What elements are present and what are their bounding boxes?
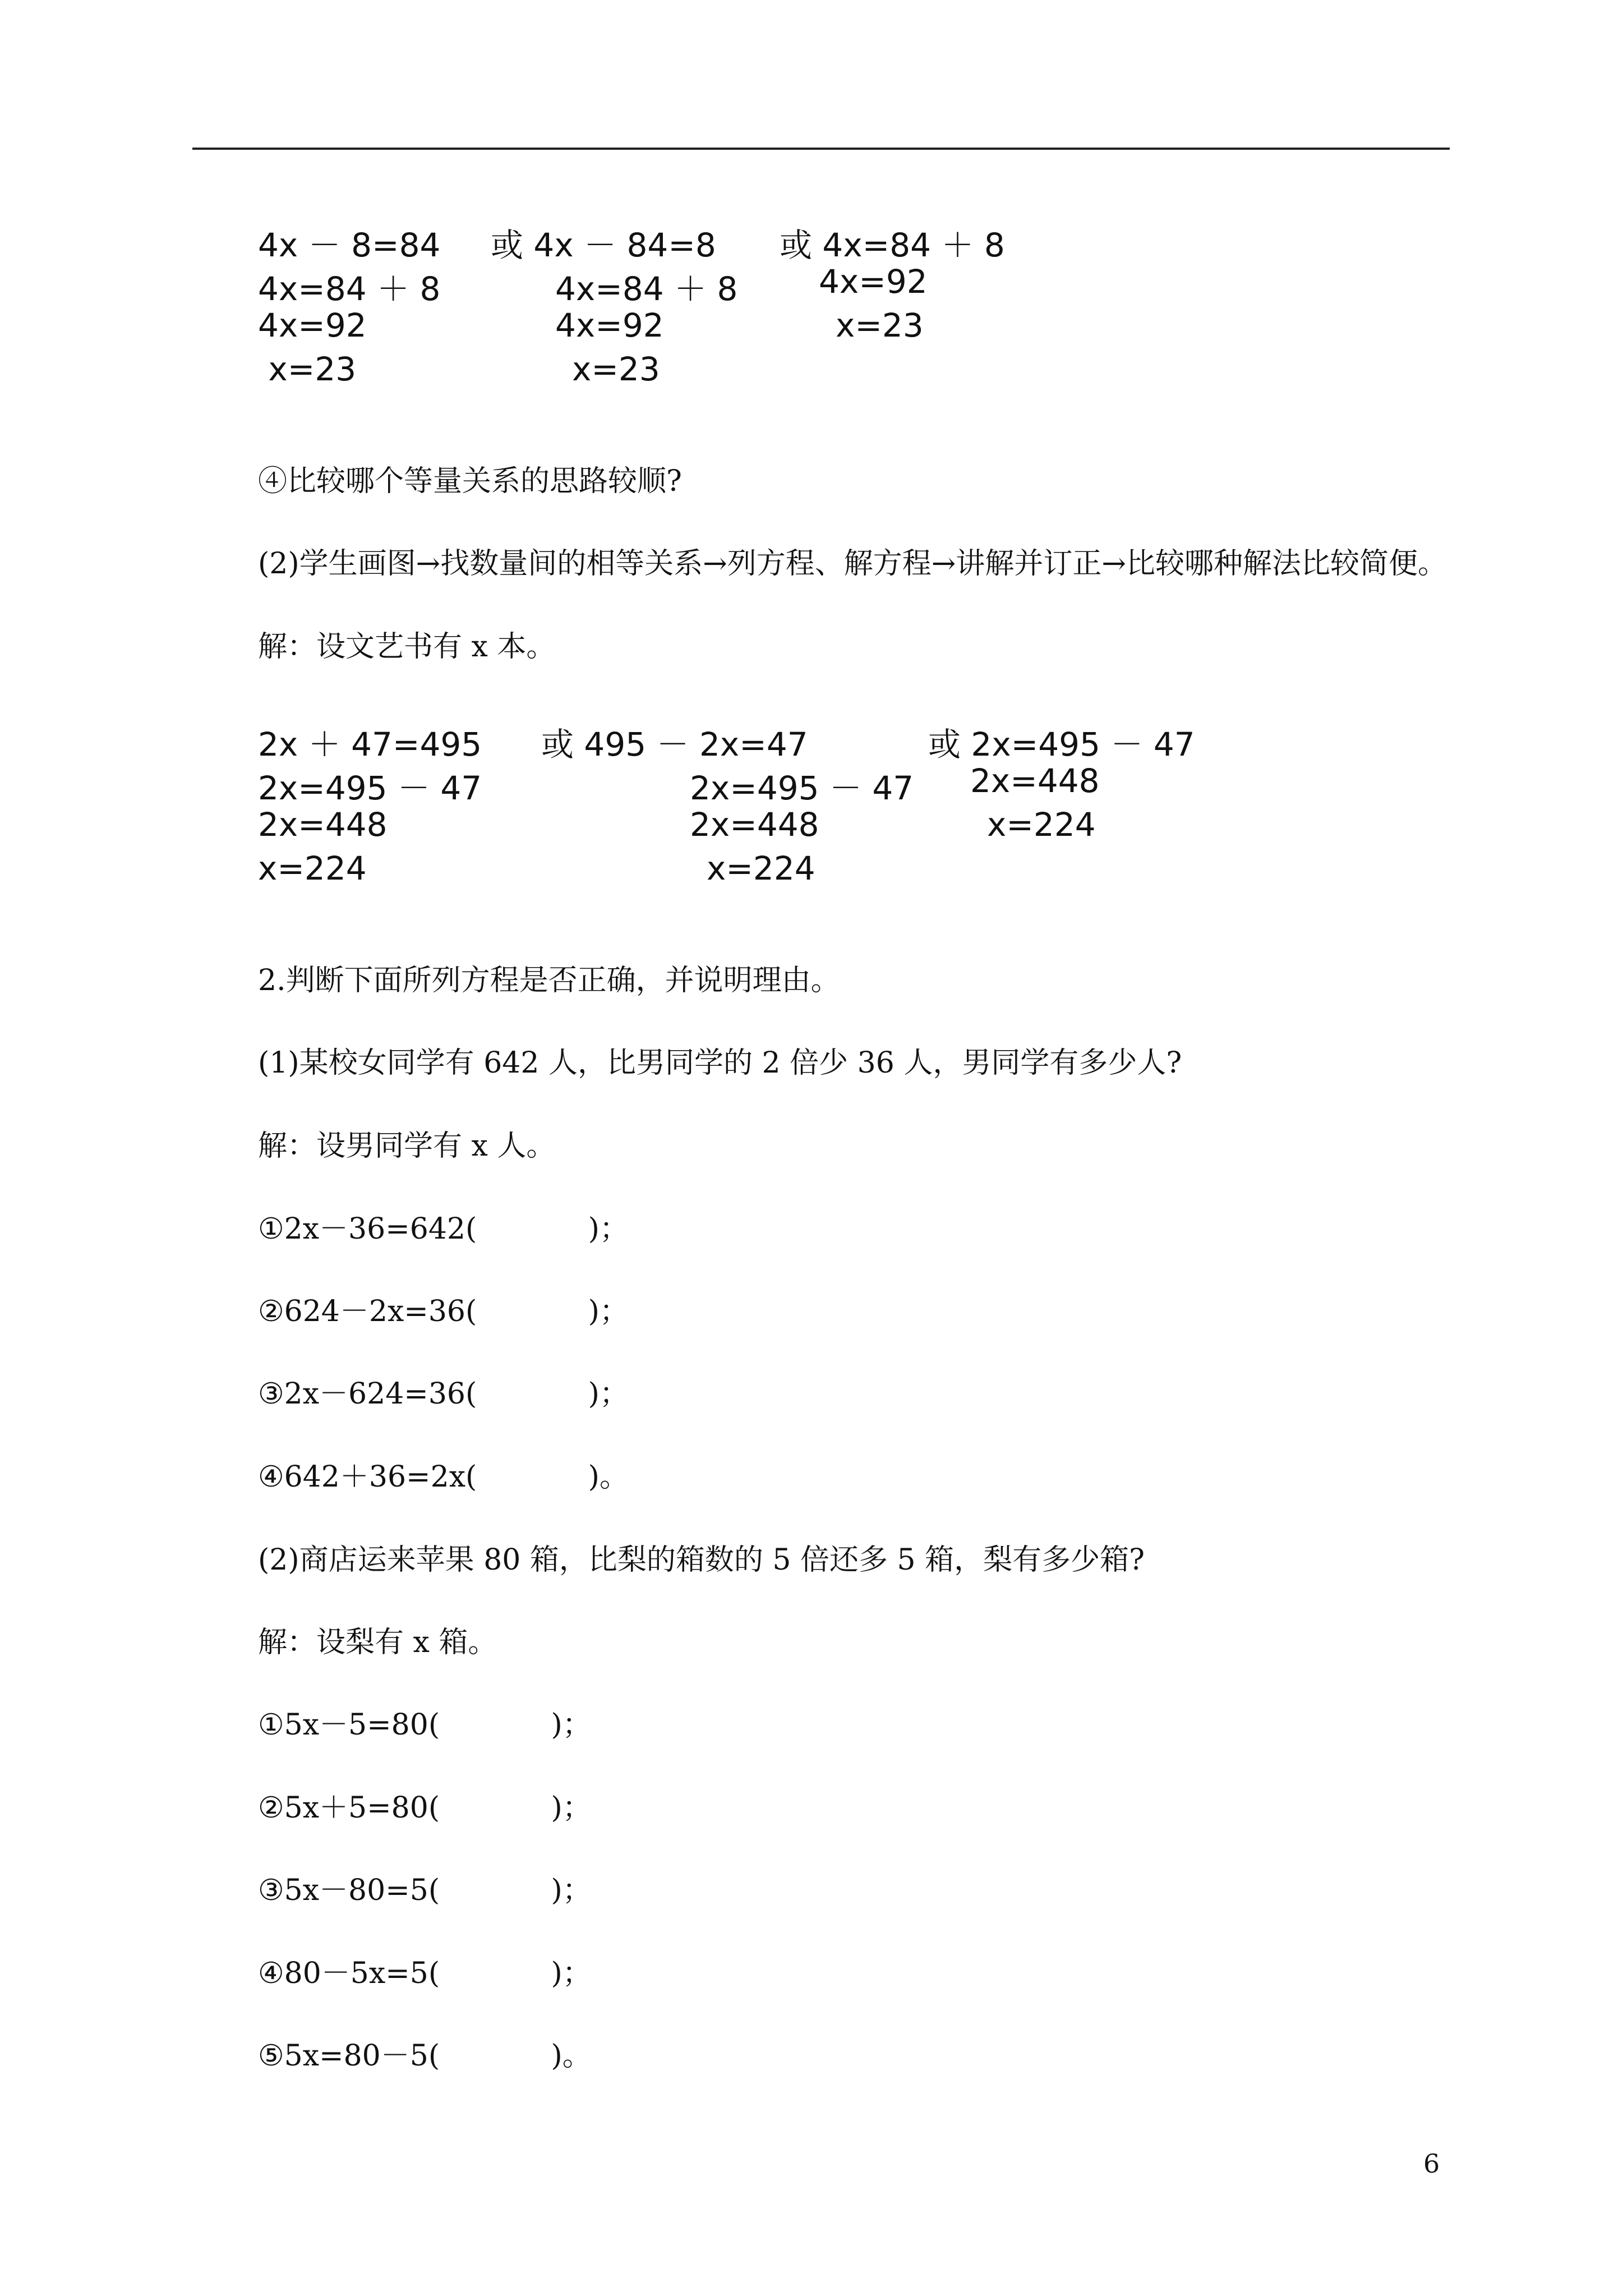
- option-line: ④642＋36=2x( )。: [258, 1460, 629, 1494]
- eq-line: 4x － 8=84: [258, 226, 441, 264]
- option-line: ①5x－5=80( )；: [258, 1708, 592, 1742]
- eq-line: x=224: [707, 849, 815, 887]
- eq-line: 2x=448: [690, 806, 819, 844]
- page-number: 6: [1423, 2148, 1440, 2179]
- eq-line: 2x ＋ 47=495: [258, 725, 482, 763]
- eq-line: 4x=92: [819, 263, 928, 301]
- option-line: ③5x－80=5( )；: [258, 1874, 592, 1907]
- eq-line: x=23: [258, 350, 357, 388]
- paragraph: (2)学生画图→找数量间的相等关系→列方程、解方程→讲解并订正→比较哪种解法比较简便。: [258, 547, 1447, 581]
- eq-line: x=224: [258, 849, 367, 887]
- solution-setup: 解：设男同学有 x 人。: [258, 1129, 556, 1163]
- eq-line: 或 4x=84 ＋ 8: [780, 226, 1005, 264]
- option-line: ⑤5x=80－5( )。: [258, 2039, 592, 2073]
- paragraph: ④比较哪个等量关系的思路较顺?: [258, 464, 682, 498]
- eq-line: 4x=92: [258, 306, 367, 344]
- eq-line: 4x=84 ＋ 8: [258, 270, 441, 308]
- eq-line: x=224: [987, 806, 1096, 844]
- eq-line: 2x=495 － 47: [690, 769, 914, 807]
- paragraph: 解：设文艺书有 x 本。: [258, 630, 556, 664]
- eq-line: x=23: [572, 350, 660, 388]
- question: (2)商店运来苹果 80 箱，比梨的箱数的 5 倍还多 5 箱，梨有多少箱?: [258, 1543, 1145, 1577]
- option-line: ④80－5x=5( )；: [258, 1957, 592, 1990]
- option-line: ②5x＋5=80( )；: [258, 1791, 592, 1825]
- eq-line: 或 2x=495 － 47: [928, 725, 1195, 763]
- eq-line: 或 4x － 84=8: [491, 226, 716, 264]
- question: (1)某校女同学有 642 人，比男同学的 2 倍少 36 人，男同学有多少人?: [258, 1046, 1182, 1080]
- question-title: 2.判断下面所列方程是否正确，并说明理由。: [258, 964, 840, 997]
- eq-line: 4x=92: [555, 306, 664, 344]
- eq-line: 2x=495 － 47: [258, 769, 482, 807]
- eq-line: x=23: [836, 306, 924, 344]
- eq-line: 4x=84 ＋ 8: [555, 270, 738, 308]
- eq-line: 2x=448: [258, 806, 388, 844]
- option-line: ①2x－36=642( )；: [258, 1212, 629, 1246]
- eq-line: 或 495 － 2x=47: [541, 725, 808, 763]
- eq-line: 2x=448: [970, 762, 1100, 800]
- header-rule: [192, 148, 1450, 150]
- option-line: ③2x－624=36( )；: [258, 1377, 629, 1411]
- solution-setup: 解：设梨有 x 箱。: [258, 1626, 497, 1659]
- option-line: ②624－2x=36( )；: [258, 1295, 629, 1328]
